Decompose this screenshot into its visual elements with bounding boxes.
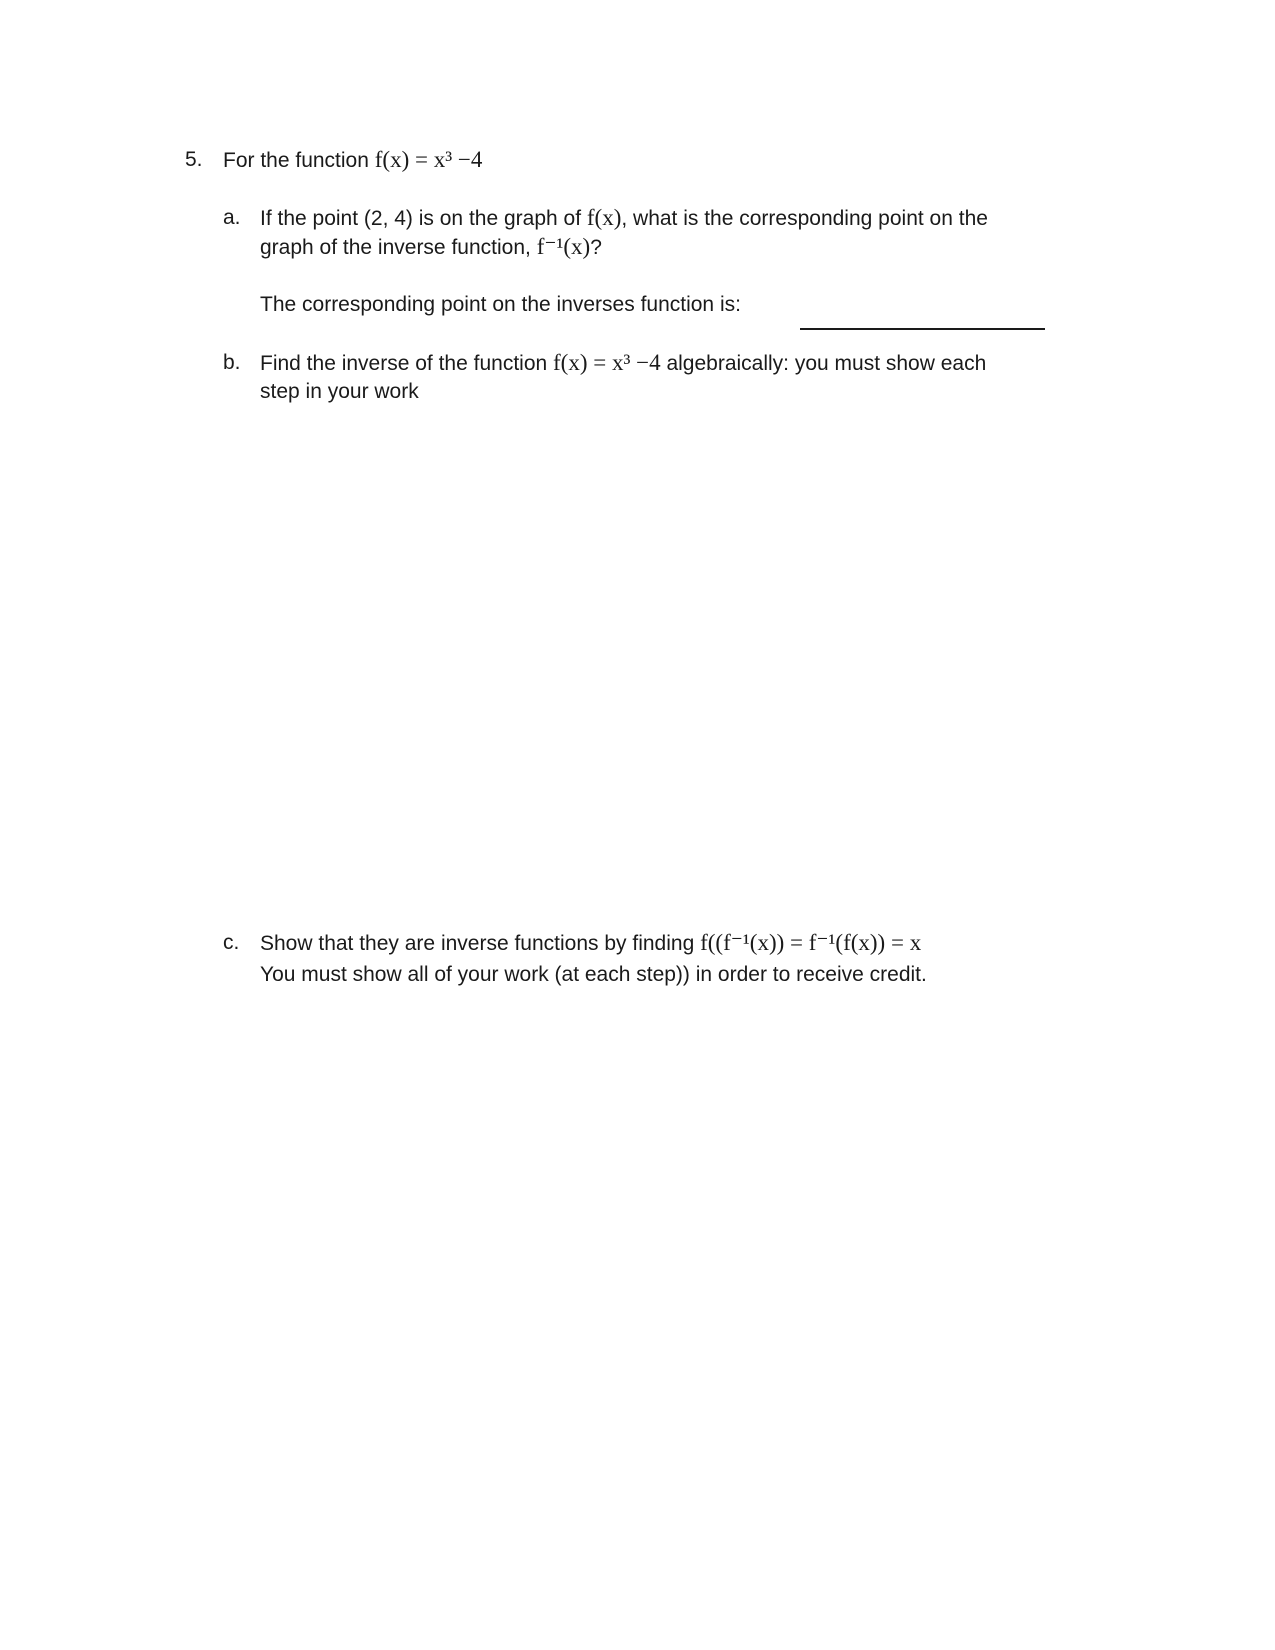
part-a-text-1-end: , what is the corresponding point on the bbox=[621, 207, 988, 230]
part-c-line-1 bbox=[260, 928, 921, 958]
part-a-math-1: f(x) bbox=[586, 205, 622, 230]
part-b-text-1-end: algebraically: you must show each bbox=[666, 352, 987, 375]
part-a-text-2: graph of the inverse function, bbox=[260, 236, 531, 259]
problem-number: 5. bbox=[185, 148, 203, 171]
part-a-math-2: f⁻¹(x) bbox=[536, 234, 591, 259]
part-c-math-1: f((f⁻¹(x)) = f⁻¹(f(x)) = x bbox=[700, 930, 922, 955]
part-b-line-2: step in your work bbox=[260, 380, 419, 403]
part-a-text-1: If the point (2, 4) is on the graph of bbox=[260, 207, 582, 230]
part-a-answer-prompt: The corresponding point on the inverses function is: bbox=[260, 293, 741, 316]
part-a-line-2 bbox=[260, 232, 602, 262]
answer-blank-line[interactable] bbox=[800, 328, 1045, 330]
part-b-label: b. bbox=[223, 351, 241, 374]
problem-statement bbox=[223, 145, 482, 175]
part-b-line-1 bbox=[260, 348, 986, 378]
part-b-text-1: Find the inverse of the function bbox=[260, 352, 548, 375]
part-a-line-1 bbox=[260, 203, 988, 233]
problem-intro: For the function bbox=[223, 149, 369, 172]
part-b-math-1: f(x) = x³ −4 bbox=[553, 350, 661, 375]
part-a-text-2-end: ? bbox=[590, 236, 602, 259]
part-a-label: a. bbox=[223, 206, 241, 229]
part-c-label: c. bbox=[223, 931, 240, 954]
problem-function-expression: f(x) = x³ −4 bbox=[374, 147, 483, 172]
part-c-text-1: Show that they are inverse functions by finding bbox=[260, 932, 695, 955]
part-c-line-2: You must show all of your work (at each step)) in order to receive credit. bbox=[260, 963, 927, 986]
